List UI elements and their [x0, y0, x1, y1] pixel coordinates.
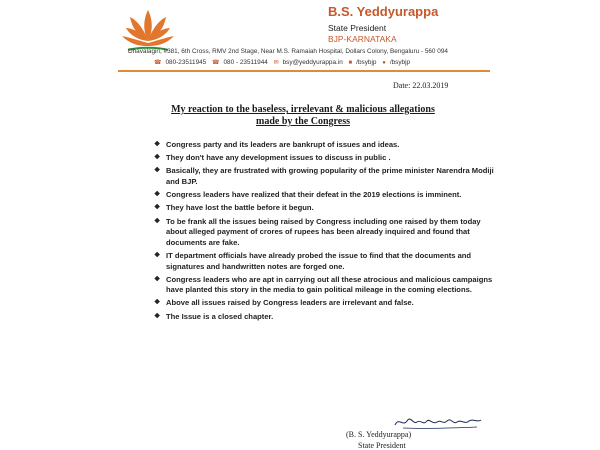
email-address: bsy@yeddyurappa.in — [282, 59, 343, 66]
statement-point: ❖ To be frank all the issues being raised by Congress including one raised by them today about alleged payment of crores of rupees has been already inquired and found that documents are fake. — [154, 216, 481, 247]
contact-line — [154, 59, 494, 66]
statement-point: ❖ Above all issues raised by Congress leaders are irrelevant and false. — [154, 298, 414, 308]
sender-role: State President — [328, 23, 387, 33]
diamond-bullet-icon: ❖ — [154, 204, 161, 212]
letter-date: Date: 22.03.2019 — [393, 81, 449, 90]
twitter-handle: /bsybjp — [389, 59, 411, 66]
sender-party: BJP-KARNATAKA — [328, 34, 397, 44]
diamond-bullet-icon: ❖ — [154, 167, 161, 175]
statement-point: ❖ Congress party and its leaders are bankrupt of issues and ideas. — [154, 140, 400, 149]
diamond-bullet-icon: ❖ — [154, 217, 161, 225]
diamond-bullet-icon: ❖ — [154, 299, 161, 307]
handwritten-signature — [393, 413, 483, 431]
email-icon: ✉ — [273, 60, 279, 66]
title-line-1: My reaction to the baseless, irrelevant & malicious allegations — [171, 104, 435, 115]
letterhead — [328, 4, 508, 45]
twitter-icon: ● — [382, 60, 386, 66]
diamond-bullet-icon: ❖ — [154, 154, 161, 162]
statement-point: ❖ Congress leaders who are apt in carrying out all these atrocious and malicious campaigns have planted this story in the media to gain political mileage in the coming elections. — [154, 274, 493, 295]
facebook-handle: /bsybjp — [356, 59, 377, 66]
title-line-2: made by the Congress — [256, 116, 350, 127]
phone-2: 080 - 23511944 — [223, 59, 268, 66]
statement-point: ❖ They don't have any development issues to discuss in public . — [154, 153, 391, 163]
phone-icon: ☎ — [212, 60, 220, 66]
statement-point: ❖ The Issue is a closed chapter. — [154, 311, 274, 321]
phone-icon: ☎ — [154, 60, 162, 66]
diamond-bullet-icon: ❖ — [154, 312, 161, 320]
letter-page — [88, 0, 512, 450]
address-line: Dhavalagiri, #381, 6th Cross, RMV 2nd Stage, Near M.S. Ramaiah Hospital, Dollars Colony, Bengaluru - 560 094 — [128, 48, 448, 55]
diamond-bullet-icon: ❖ — [154, 191, 161, 199]
statement-points — [154, 140, 499, 325]
statement-title — [128, 104, 478, 128]
phone-1: 080-23511945 — [165, 59, 207, 66]
statement-point: ❖ Congress leaders have realized that their defeat in the 2019 elections is imminent. — [154, 190, 462, 200]
statement-point: ❖ They have lost the battle before it begun. — [154, 203, 314, 213]
diamond-bullet-icon: ❖ — [154, 141, 161, 148]
lotus-icon — [118, 4, 178, 54]
diamond-bullet-icon: ❖ — [154, 275, 161, 283]
statement-point: ❖ Basically, they are frustrated with growing popularity of the prime minister Narendra Modiji and BJP. — [154, 166, 494, 186]
sender-name: B.S. Yeddyurappa — [328, 4, 439, 19]
statement-point: ❖ IT department officials have already probed the issue to find that the documents and signatures and handwritten notes are forged one. — [154, 250, 472, 271]
facebook-icon: ■ — [348, 60, 353, 66]
signatory-name: (B. S. Yeddyurappa) — [346, 430, 412, 439]
signatory-role: State President — [358, 441, 406, 450]
diamond-bullet-icon: ❖ — [154, 251, 161, 259]
header-divider — [118, 70, 490, 72]
